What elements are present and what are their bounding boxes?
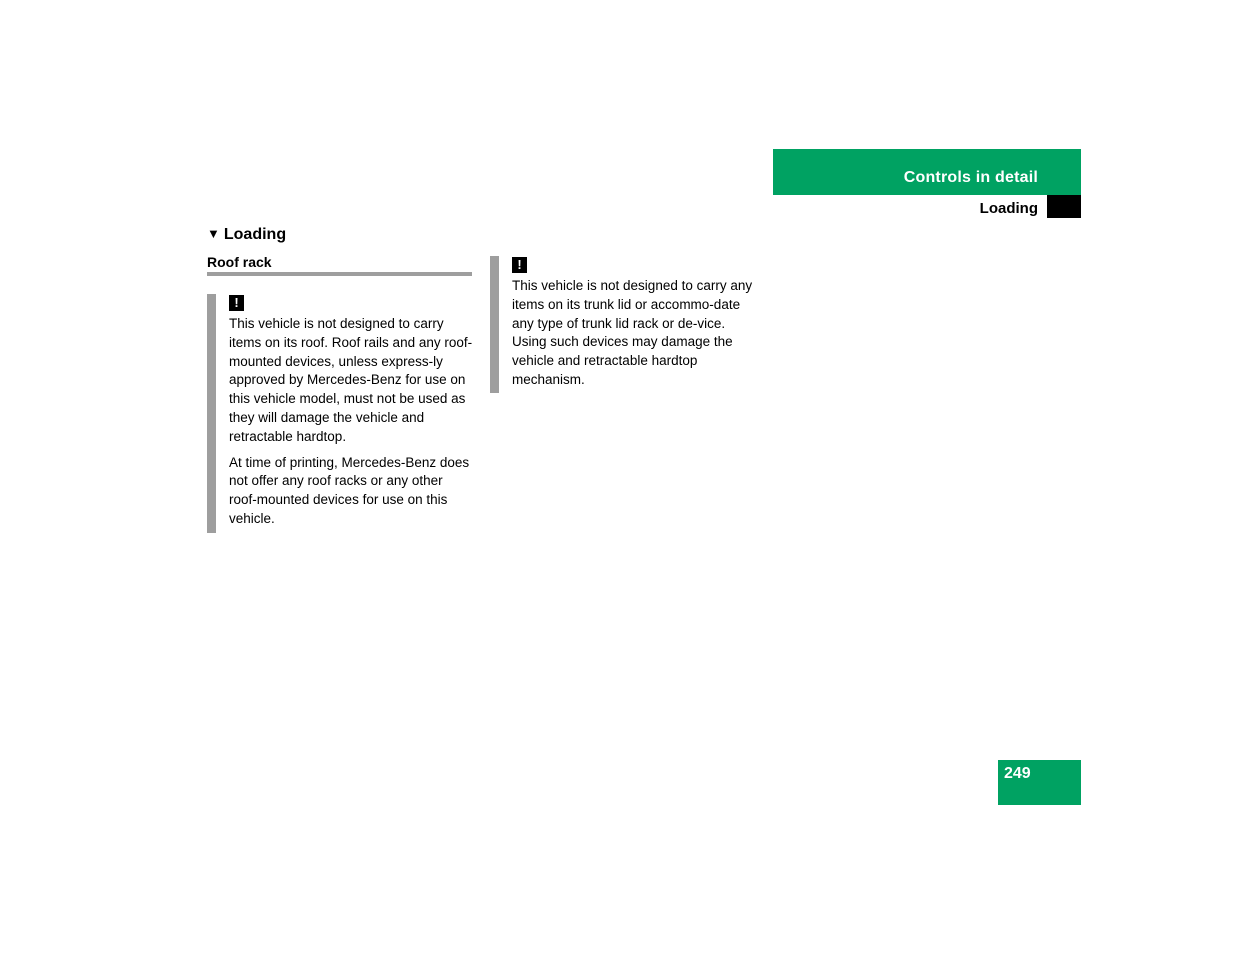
subheading-roof-rack: Roof rack (207, 254, 472, 276)
warning-note-roof (207, 294, 473, 533)
note-paragraph: This vehicle is not designed to carry items on its roof. Roof rails and any roof-mounted devices, unless express-ly approved by Mercedes-Benz for use on this vehicle model, must not be used as they will damage the vehicle and retractable hardtop. (229, 316, 473, 444)
chapter-tab (773, 149, 1081, 195)
warning-icon: ! (512, 257, 527, 273)
note-bar (490, 256, 499, 393)
note-paragraph: This vehicle is not designed to carry any items on its trunk lid or accommo-date any type of trunk lid rack or de-vice. Using such devices may damage the vehicle and retractable hardtop mechanism. (512, 278, 753, 387)
note-paragraph: At time of printing, Mercedes-Benz does not offer any roof racks or any other roof-mounted devices for use on this vehicle. (229, 454, 470, 526)
triangle-down-icon: ▼ (207, 226, 220, 241)
page-heading (207, 226, 286, 244)
warning-icon: ! (229, 295, 244, 311)
section-label: Loading (979, 200, 1038, 217)
note-bar (207, 294, 216, 533)
warning-note-trunk (490, 256, 760, 393)
chapter-title: Controls in detail (903, 169, 1038, 186)
page-number-box (998, 760, 1081, 805)
page-number: 249 (1004, 765, 1031, 782)
heading-text: Loading (223, 226, 287, 243)
section-marker (1047, 195, 1081, 218)
